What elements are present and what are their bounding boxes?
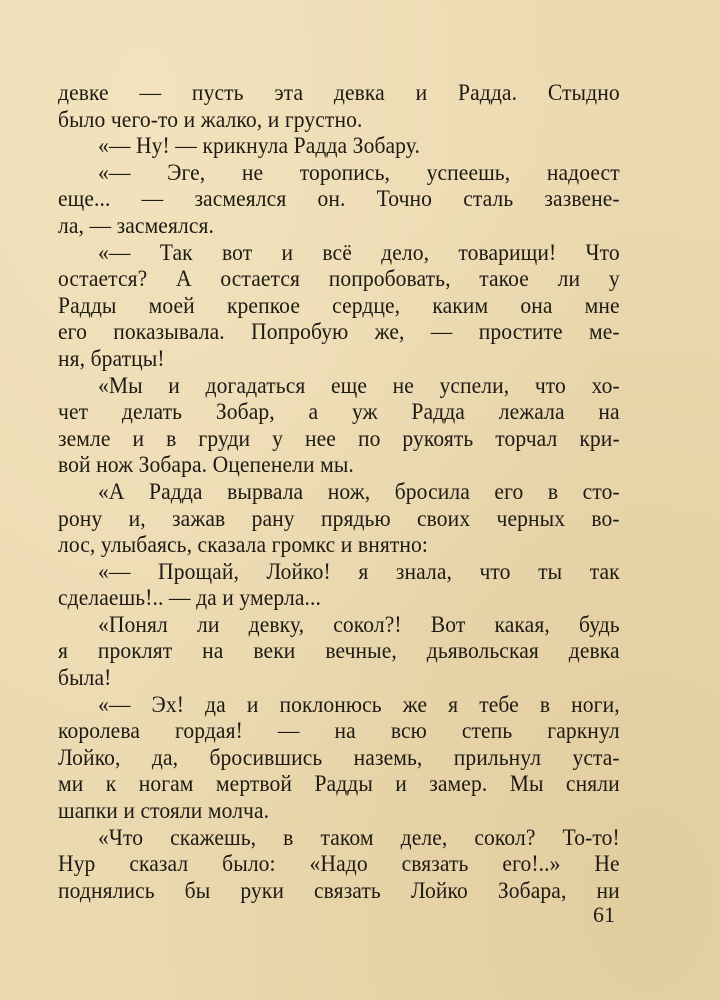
text-line: лос, улыбаясь, сказала громкс и внятно:	[58, 532, 428, 559]
page-text	[58, 80, 620, 904]
text-line: была!	[58, 665, 112, 692]
text-line: земле и в груди у нее по рукоять торчал кри-	[58, 425, 620, 452]
text-line: «Что скажешь, в таком деле, сокол? То-то!	[97, 824, 620, 851]
text-line: чет делать Зобар, а уж Радда лежала на	[58, 399, 620, 426]
text-line: было чего-то и жалко, и грустно.	[58, 106, 363, 133]
text-line: Лойко, да, бросившись наземь, прильнул уста-	[58, 744, 620, 771]
text-line: его показывала. Попробую же, — простите ме-	[58, 319, 620, 346]
text-line: шапки и стояли молча.	[58, 798, 270, 825]
text-line: «— Прощай, Лойко! я знала, что ты так	[97, 558, 620, 585]
page-number: 61	[593, 902, 615, 927]
text-line: «— Эх! да и поклонюсь же я тебе в ноги,	[97, 691, 620, 718]
text-line: девке — пусть эта девка и Радда. Стыдно	[58, 80, 620, 106]
text-line: ми к ногам мертвой Радды и замер. Мы сняли	[58, 771, 620, 798]
text-line: «— Ну! — крикнула Радда Зобару.	[97, 133, 420, 160]
text-line: поднялись бы руки связать Лойко Зобара, ни	[58, 877, 620, 904]
text-line: «— Так вот и всё дело, товарищи! Что	[97, 239, 620, 266]
text-line: королева гордая! — на всю степь гаркнул	[58, 718, 620, 745]
text-line: рону и, зажав рану прядью своих черных во-	[58, 505, 620, 532]
text-line: «Понял ли девку, сокол?! Вот какая, будь	[97, 611, 620, 638]
text-line: вой нож Зобара. Оцепенели мы.	[58, 452, 354, 479]
text-line: сделаешь!.. — да и умерла...	[58, 585, 321, 612]
text-line: я проклят на веки вечные, дьявольская девка	[58, 638, 620, 665]
text-line: Радды моей крепкое сердце, каким она мне	[58, 292, 620, 319]
text-line: остается? А остается попробовать, такое ли у	[58, 266, 620, 293]
text-line: Нур сказал было: «Надо связать его!..» Не	[58, 851, 620, 878]
text-line: ла, — засмеялся.	[58, 212, 215, 239]
text-line: ня, братцы!	[58, 345, 165, 372]
text-line: «— Эге, не торопись, успеешь, надоест	[97, 159, 620, 186]
text-line: еще... — засмеялся он. Точно сталь зазвене-	[58, 186, 620, 213]
text-line: «Мы и догадаться еще не успели, что хо-	[97, 372, 620, 399]
text-line: «А Радда вырвала нож, бросила его в сто-	[97, 478, 620, 505]
